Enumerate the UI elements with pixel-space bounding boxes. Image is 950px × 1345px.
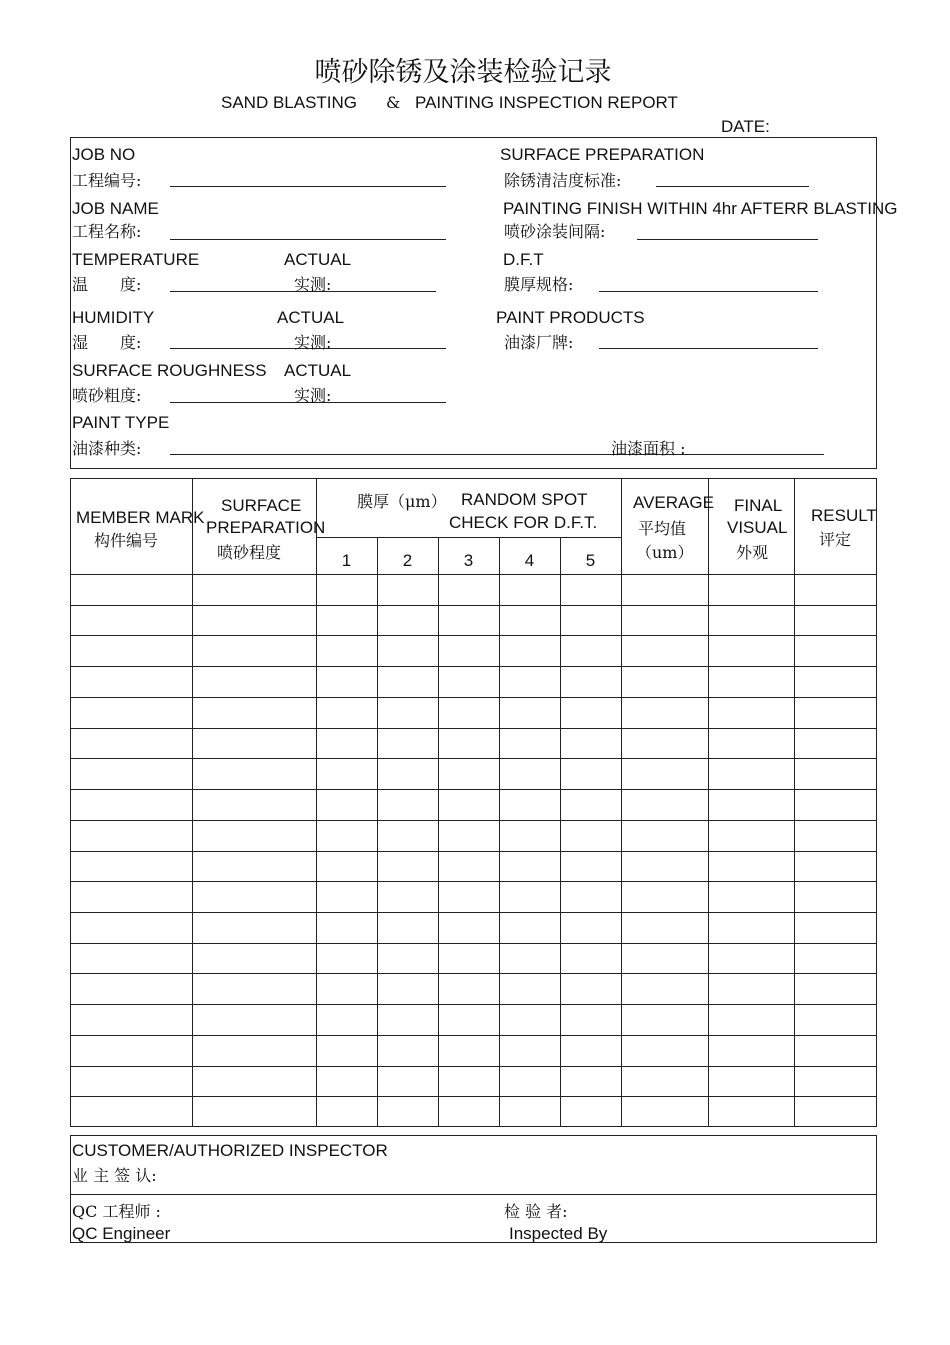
table-row xyxy=(70,697,877,698)
paint-area-label-cn: 油漆面积 : xyxy=(611,439,686,458)
humidity-actual-label: ACTUAL xyxy=(277,308,345,327)
customer-inspector-label: CUSTOMER/AUTHORIZED INSPECTOR xyxy=(72,1141,388,1160)
paint-products-label: PAINT PRODUCTS xyxy=(496,308,645,327)
temperature-label: TEMPERATURE xyxy=(72,250,200,269)
roughness-actual-label: ACTUAL xyxy=(284,361,352,380)
temperature-label-cn: 温 度: xyxy=(72,275,142,294)
qc-engineer-label: QC Engineer xyxy=(72,1224,171,1243)
table-row xyxy=(70,881,877,882)
table-row xyxy=(70,605,877,606)
table-row xyxy=(70,1096,877,1097)
temperature-actual-label-cn: 实测: xyxy=(294,275,332,294)
paint-type-label-cn: 油漆种类: xyxy=(72,439,142,458)
table-row xyxy=(70,635,877,636)
header-divider xyxy=(316,537,621,538)
table-row xyxy=(70,758,877,759)
roughness-label-cn: 喷砂粗度: xyxy=(72,386,142,405)
member-mark-header: MEMBER MARK xyxy=(76,508,205,527)
header-divider xyxy=(70,574,877,575)
average-unit: （um） xyxy=(636,543,694,562)
surface-prep-header-cn: 喷砂程度 xyxy=(217,543,282,562)
paint-type-field[interactable] xyxy=(170,454,824,455)
member-mark-header-cn: 构件编号 xyxy=(94,531,159,550)
table-row xyxy=(70,851,877,852)
column-divider xyxy=(316,478,317,1127)
humidity-actual-label-cn: 实测: xyxy=(294,333,332,352)
paint-products-label-cn: 油漆厂牌: xyxy=(504,333,574,352)
column-divider xyxy=(438,537,439,1127)
inspected-by-label: Inspected By xyxy=(509,1224,608,1243)
surface-prep-field[interactable] xyxy=(656,186,809,187)
column-divider xyxy=(794,478,795,1127)
column-divider xyxy=(560,537,561,1127)
job-no-field[interactable] xyxy=(170,186,446,187)
result-header: RESULT xyxy=(811,506,877,525)
table-row xyxy=(70,973,877,974)
page-subtitle-part1: SAND BLASTING xyxy=(221,93,358,112)
final-visual-header: FINAL xyxy=(734,496,783,515)
painting-interval-label: PAINTING FINISH WITHIN 4hr AFTERR BLASTING xyxy=(503,199,898,218)
column-divider xyxy=(377,537,378,1127)
humidity-label-cn: 湿 度: xyxy=(72,333,142,352)
column-divider xyxy=(708,478,709,1127)
table-row xyxy=(70,820,877,821)
table-row xyxy=(70,1004,877,1005)
roughness-label: SURFACE ROUGHNESS xyxy=(72,361,267,380)
dft-header-cn: 膜厚（μm） xyxy=(357,492,447,511)
dft-header-check: CHECK FOR D.F.T. xyxy=(449,513,598,532)
table-row xyxy=(70,943,877,944)
temperature-actual-label: ACTUAL xyxy=(284,250,352,269)
inspected-by-label-cn: 检 验 者: xyxy=(504,1202,568,1221)
customer-inspector-label-cn: 业 主 签 认: xyxy=(72,1166,157,1185)
page-title: 喷砂除锈及涂装检验记录 xyxy=(314,57,612,88)
result-header-cn: 评定 xyxy=(819,530,852,549)
job-name-field[interactable] xyxy=(170,239,446,240)
dft-field[interactable] xyxy=(599,291,818,292)
dft-label: D.F.T xyxy=(503,250,544,269)
painting-interval-label-cn: 喷砂涂装间隔: xyxy=(504,222,606,241)
spot-5-header: 5 xyxy=(585,551,596,570)
job-no-label: JOB NO xyxy=(72,145,136,164)
average-header: AVERAGE xyxy=(633,493,714,512)
column-divider xyxy=(621,478,622,1127)
spot-1-header: 1 xyxy=(341,551,352,570)
humidity-label: HUMIDITY xyxy=(72,308,155,327)
page-subtitle-ampersand: & xyxy=(386,93,401,112)
surface-prep-header: SURFACE xyxy=(221,496,302,515)
table-row xyxy=(70,666,877,667)
dft-header-random-spot: RANDOM SPOT xyxy=(461,490,588,509)
qc-engineer-label-cn: QC 工程师 : xyxy=(72,1202,161,1221)
paint-products-field[interactable] xyxy=(599,348,818,349)
roughness-actual-label-cn: 实测: xyxy=(294,386,332,405)
painting-interval-field[interactable] xyxy=(637,239,818,240)
table-row xyxy=(70,1035,877,1036)
table-row xyxy=(70,789,877,790)
surface-prep-header-2: PREPARATION xyxy=(206,518,326,537)
column-divider xyxy=(192,478,193,1127)
surface-prep-label-cn: 除锈清洁度标准: xyxy=(504,171,622,190)
paint-type-label: PAINT TYPE xyxy=(72,413,170,432)
column-divider xyxy=(499,537,500,1127)
signature-divider xyxy=(70,1194,877,1195)
page-subtitle-part2: PAINTING INSPECTION REPORT xyxy=(415,93,678,112)
table-row xyxy=(70,912,877,913)
table-row xyxy=(70,1066,877,1067)
job-name-label-cn: 工程名称: xyxy=(72,222,142,241)
final-visual-header-cn: 外观 xyxy=(736,543,769,562)
table-row xyxy=(70,728,877,729)
job-name-label: JOB NAME xyxy=(72,199,159,218)
date-label: DATE: xyxy=(721,117,770,136)
spot-2-header: 2 xyxy=(402,551,413,570)
average-header-cn: 平均值 xyxy=(638,519,687,538)
final-visual-header-2: VISUAL xyxy=(727,518,788,537)
spot-3-header: 3 xyxy=(463,551,474,570)
surface-prep-label: SURFACE PREPARATION xyxy=(500,145,705,164)
spot-4-header: 4 xyxy=(524,551,535,570)
dft-label-cn: 膜厚规格: xyxy=(504,275,574,294)
job-no-label-cn: 工程编号: xyxy=(72,171,142,190)
